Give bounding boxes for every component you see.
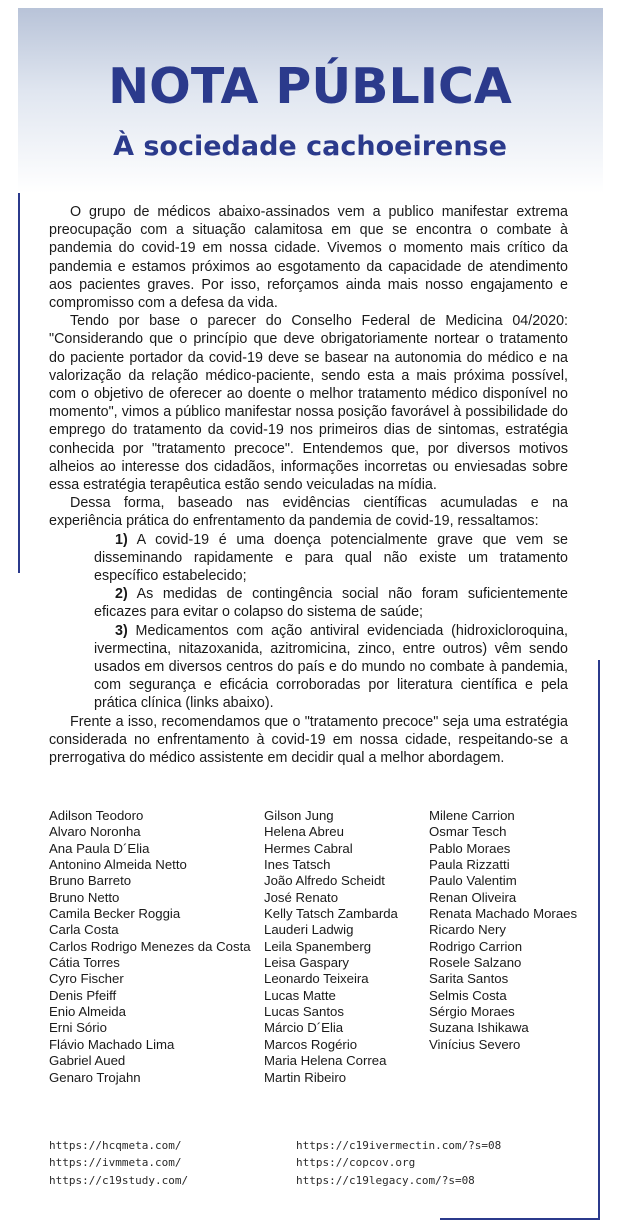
- reference-links-column-2: [296, 1137, 501, 1189]
- paragraph: O grupo de médicos abaixo-assinados vem a publico manifestar extrema preocupação com a situação calamitosa em que se encontra o combate à pandemia do covid-19 em nossa cidade. Vivemos o momento mais crítico da pandemia e estamos próximos ao esgotamento da capacidade de atendimento aos pacientes graves. Por isso, reforçamos ainda mais nosso engajamento e compromisso com a defesa da vida.: [49, 204, 568, 312]
- item-number: 1): [115, 531, 128, 548]
- reference-link[interactable]: https://copcov.org: [296, 1156, 416, 1170]
- signatory-name: Leonardo Teixeira: [264, 971, 369, 987]
- signatory-name: Lauderi Ladwig: [264, 922, 354, 938]
- item-text: A covid-19 é uma doença potencialmente grave que vem se disseminando rapidamente e para qual não existe um tratamento específico estabelecido;: [94, 531, 568, 585]
- signatory-name: Lucas Santos: [264, 1004, 344, 1020]
- signatory-name: Leila Spanemberg: [264, 938, 372, 954]
- page-subtitle: À sociedade cachoeirense: [113, 131, 507, 162]
- signatory-name: Renata Machado Moraes: [429, 906, 578, 922]
- signature-column-1: [49, 808, 251, 1086]
- signatory-name: Bruno Barreto: [49, 873, 132, 889]
- item-number: 3): [115, 622, 128, 639]
- signatory-name: Rosele Salzano: [429, 955, 522, 971]
- signatory-name: Ines Tatsch: [264, 857, 331, 873]
- signatory-name: Alvaro Noronha: [49, 824, 141, 840]
- signatory-name: Enio Almeida: [49, 1004, 126, 1020]
- signatory-name: Carla Costa: [49, 922, 119, 938]
- signatory-name: Milene Carrion: [429, 808, 515, 823]
- statement-body: [49, 203, 568, 767]
- item-number: 2): [115, 586, 128, 603]
- signatory-name: Selmis Costa: [429, 987, 507, 1003]
- signatory-name: Márcio D´Elia: [264, 1020, 344, 1036]
- signature-column-2: [264, 808, 398, 1086]
- signatory-name: Paula Rizzatti: [429, 857, 510, 873]
- signatory-name: Vinícius Severo: [429, 1036, 521, 1052]
- signatory-name: Marcos Rogério: [264, 1036, 358, 1052]
- signatory-name: Sérgio Moraes: [429, 1004, 515, 1020]
- list-item: [49, 531, 568, 586]
- signatory-name: Suzana Ishikawa: [429, 1020, 529, 1036]
- signatory-name: Flávio Machado Lima: [49, 1036, 175, 1052]
- signatory-name: Cyro Fischer: [49, 971, 124, 987]
- reference-link[interactable]: https://c19ivermectin.com/?s=08: [296, 1139, 502, 1152]
- signatory-name: Erni Sório: [49, 1020, 107, 1036]
- signatory-name: José Renato: [264, 889, 339, 905]
- signatory-name: Cátia Torres: [49, 955, 120, 971]
- item-text: Medicamentos com ação antiviral evidenciada (hidroxicloroquina, ivermectina, nitazoxanida, azitromicina, zinco, entre outros) vêm sendo usados em diversos centros do país e do mundo no combate à pandemia, com segurança e eficácia corroboradas por literatura científica e pela prática clínica (links abaixo).: [94, 622, 568, 712]
- signatory-name: Pablo Moraes: [429, 840, 511, 856]
- signature-column-3: [429, 808, 577, 1053]
- signatory-name: Lucas Matte: [264, 987, 336, 1003]
- signatory-name: Antonino Almeida Netto: [49, 857, 187, 873]
- reference-link[interactable]: https://c19study.com/: [49, 1173, 189, 1187]
- list-item: [49, 585, 568, 621]
- signatory-name: Gabriel Aued: [49, 1053, 126, 1069]
- page-title: NOTA PÚBLICA: [108, 58, 512, 115]
- reference-link[interactable]: https://c19legacy.com/?s=08: [296, 1173, 475, 1187]
- right-frame-line: [598, 660, 600, 1220]
- signatory-name: Leisa Gaspary: [264, 955, 350, 971]
- item-text: As medidas de contingência social não foram suficientemente eficazes para evitar o colapso do sistema de saúde;: [94, 586, 569, 621]
- signatory-name: Martin Ribeiro: [264, 1069, 347, 1085]
- signatory-name: Kelly Tatsch Zambarda: [264, 906, 398, 922]
- reference-link[interactable]: https://hcqmeta.com/: [49, 1139, 182, 1152]
- paragraph: Tendo por base o parecer do Conselho Federal de Medicina 04/2020: "Considerando que o princípio que deve obrigatoriamente nortear o tratamento do paciente portador da covid-19 deve se basear na autonomia do médico e na valorização da relação médico-paciente, sendo esta a mais próxima possível, com o objetivo de oferecer ao doente o melhor tratamento médico disponível no momento", vimos a público manifestar nossa posição favorável à possibilidade do emprego do tratamento da covid-19 nos primeiros dias de sintomas, estratégia conhecida por "tratamento precoce". Entendemos que, por diversos motivos alheios ao interesse dos cidadãos, informações incorretas ou enviesadas sobre essa estratégia terapêutica estão sendo veiculadas na mídia.: [49, 313, 568, 494]
- signatory-name: Denis Pfeiff: [49, 987, 117, 1003]
- bottom-frame-line: [440, 1218, 600, 1220]
- signatory-name: Rodrigo Carrion: [429, 938, 523, 954]
- signatory-name: Camila Becker Roggia: [49, 906, 181, 922]
- closing-paragraph: Frente a isso, recomendamos que o "tratamento precoce" seja uma estratégia considerada no enfrentamento à covid-19 em nossa cidade, respeitando-se a prerrogativa do médico assistente em decidir qual a melhor abordagem.: [49, 713, 568, 767]
- reference-link[interactable]: https://ivmmeta.com/: [49, 1156, 182, 1170]
- signatory-name: Gilson Jung: [264, 808, 334, 823]
- signatory-name: Paulo Valentim: [429, 873, 517, 889]
- signatory-name: João Alfredo Scheidt: [264, 873, 385, 889]
- signatory-name: Genaro Trojahn: [49, 1069, 141, 1085]
- list-item: [49, 622, 568, 713]
- signatory-name: Renan Oliveira: [429, 889, 517, 905]
- signatory-name: Carlos Rodrigo Menezes da Costa: [49, 938, 251, 954]
- paragraph: Dessa forma, baseado nas evidências científicas acumuladas e na experiência prática do enfrentamento da pandemia de covid-19, ressaltamos:: [49, 495, 568, 530]
- reference-links-column-1: [49, 1137, 188, 1189]
- signatory-name: Helena Abreu: [264, 824, 344, 840]
- signatory-name: Osmar Tesch: [429, 824, 507, 840]
- signatory-name: Ricardo Nery: [429, 922, 506, 938]
- signatory-name: Ana Paula D´Elia: [49, 840, 150, 856]
- signatory-name: Sarita Santos: [429, 971, 509, 987]
- signatory-name: Hermes Cabral: [264, 840, 353, 856]
- signatory-name: Maria Helena Correa: [264, 1053, 387, 1069]
- signatory-name: Adilson Teodoro: [49, 808, 144, 823]
- signatory-name: Bruno Netto: [49, 889, 120, 905]
